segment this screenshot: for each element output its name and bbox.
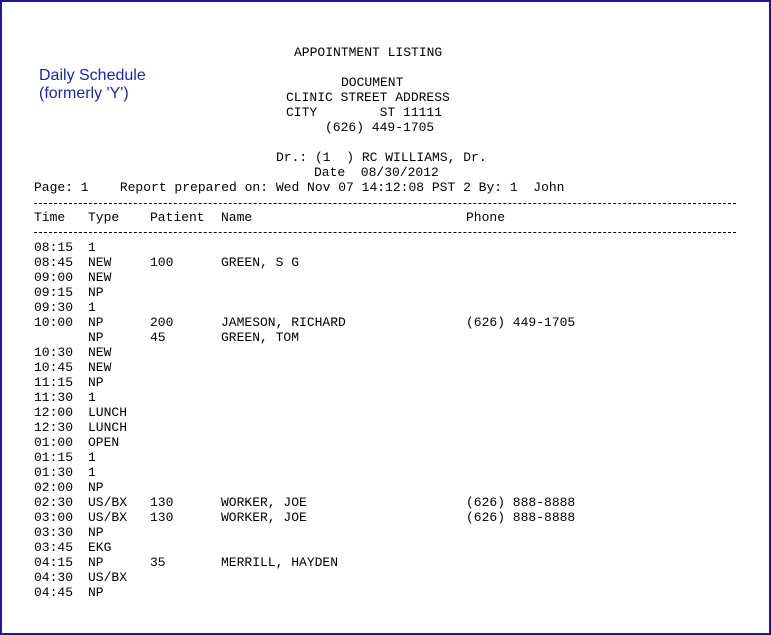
row-name: GREEN, S G (221, 255, 300, 270)
row-type: US/BX (88, 510, 128, 525)
row-patient: 130 (150, 510, 174, 525)
row-time: 03:45 (34, 540, 74, 555)
row-type: NEW (88, 255, 112, 270)
row-phone: (626) 888-8888 (466, 510, 576, 525)
row-time: 11:15 (34, 375, 74, 390)
row-type: LUNCH (88, 405, 128, 420)
row-time: 09:00 (34, 270, 74, 285)
row-name: WORKER, JOE (221, 510, 307, 525)
column-header-time: Time (34, 210, 66, 225)
row-time: 08:15 (34, 240, 74, 255)
row-name: WORKER, JOE (221, 495, 307, 510)
row-type: NP (88, 555, 104, 570)
row-time: 12:00 (34, 405, 74, 420)
row-time: 04:15 (34, 555, 74, 570)
page-info-line: Page: 1 Report prepared on: Wed Nov 07 14:12:08 PST 2 By: 1 John (34, 180, 565, 195)
row-time: 01:15 (34, 450, 74, 465)
clinic-address: CLINIC STREET ADDRESS (286, 90, 450, 105)
report-title: APPOINTMENT LISTING (294, 45, 443, 60)
row-type: 1 (88, 465, 96, 480)
row-patient: 130 (150, 495, 174, 510)
clinic-city-state-zip: CITY ST 11111 (286, 105, 443, 120)
column-header-name: Name (221, 210, 253, 225)
row-type: NP (88, 375, 104, 390)
row-type: NEW (88, 270, 112, 285)
doctor-line: Dr.: (1 ) RC WILLIAMS, Dr. (276, 150, 487, 165)
column-header-patient: Patient (150, 210, 205, 225)
row-type: NEW (88, 360, 112, 375)
row-phone: (626) 888-8888 (466, 495, 576, 510)
report-caption (39, 67, 146, 103)
caption-line-1: Daily Schedule (39, 67, 146, 84)
row-name: GREEN, TOM (221, 330, 300, 345)
row-time: 10:00 (34, 315, 74, 330)
caption-line-2: (formerly 'Y') (39, 85, 129, 102)
row-patient: 100 (150, 255, 174, 270)
row-time: 01:00 (34, 435, 74, 450)
row-time: 02:30 (34, 495, 74, 510)
column-header-type: Type (88, 210, 120, 225)
row-time: 10:45 (34, 360, 74, 375)
row-time: 10:30 (34, 345, 74, 360)
row-type: OPEN (88, 435, 120, 450)
row-type: NP (88, 480, 104, 495)
row-type: NP (88, 330, 104, 345)
row-type: 1 (88, 240, 96, 255)
row-time: 09:30 (34, 300, 74, 315)
row-name: MERRILL, HAYDEN (221, 555, 339, 570)
row-patient: 45 (150, 330, 166, 345)
row-time: 04:45 (34, 585, 74, 600)
row-type: EKG (88, 540, 112, 555)
row-patient: 35 (150, 555, 166, 570)
header-rule-top (34, 203, 736, 204)
row-type: NP (88, 285, 104, 300)
row-time: 09:15 (34, 285, 74, 300)
row-time: 01:30 (34, 465, 74, 480)
row-type: NP (88, 585, 104, 600)
row-type: 1 (88, 450, 96, 465)
row-time: 08:45 (34, 255, 74, 270)
row-time: 12:30 (34, 420, 74, 435)
row-time: 04:30 (34, 570, 74, 585)
row-type: NEW (88, 345, 112, 360)
document-label: DOCUMENT (341, 75, 404, 90)
row-type: 1 (88, 390, 96, 405)
clinic-phone: (626) 449-1705 (325, 120, 435, 135)
row-time: 11:30 (34, 390, 74, 405)
row-type: 1 (88, 300, 96, 315)
column-header-phone: Phone (466, 210, 506, 225)
row-type: US/BX (88, 495, 128, 510)
row-time: 03:00 (34, 510, 74, 525)
row-type: LUNCH (88, 420, 128, 435)
row-time: 03:30 (34, 525, 74, 540)
header-rule-bottom (34, 232, 736, 233)
row-name: JAMESON, RICHARD (221, 315, 346, 330)
row-time: 02:00 (34, 480, 74, 495)
row-type: NP (88, 525, 104, 540)
row-patient: 200 (150, 315, 174, 330)
row-type: NP (88, 315, 104, 330)
row-type: US/BX (88, 570, 128, 585)
schedule-date: Date 08/30/2012 (314, 165, 439, 180)
row-phone: (626) 449-1705 (466, 315, 576, 330)
